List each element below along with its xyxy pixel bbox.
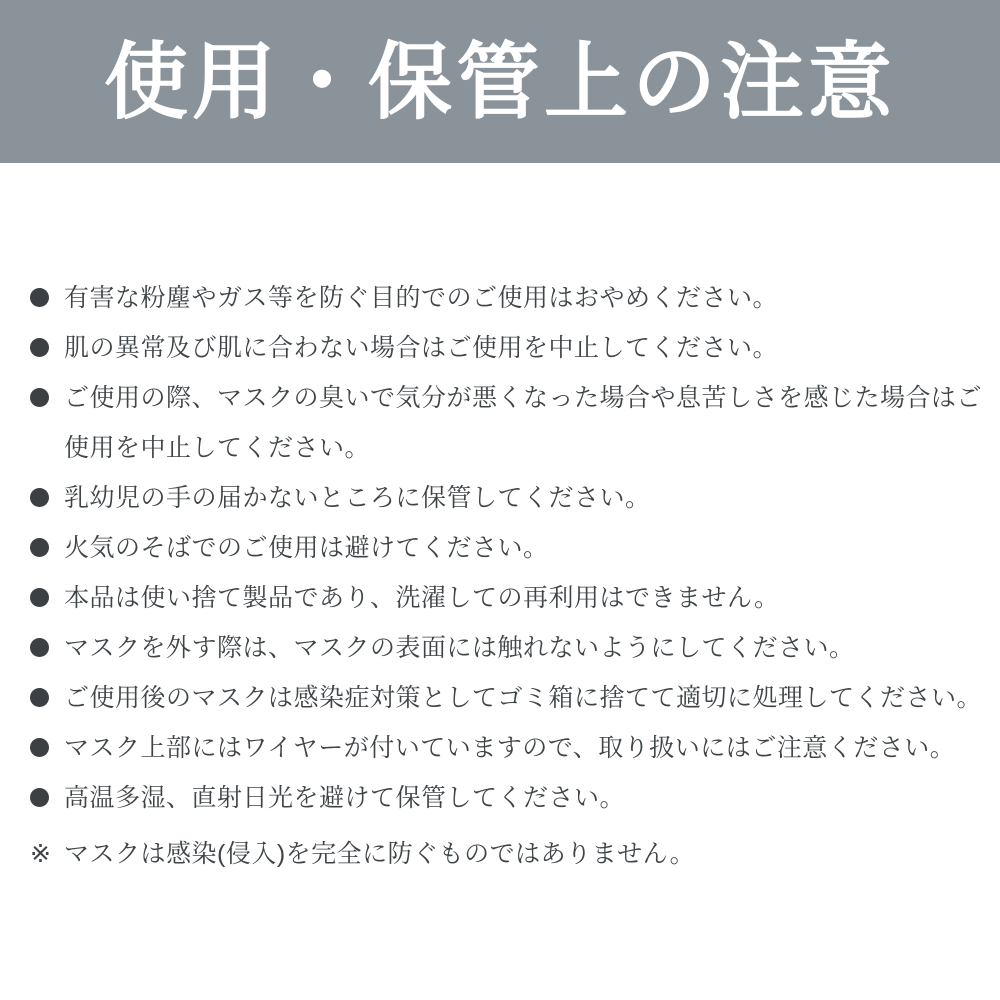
marker-cell — [30, 273, 64, 307]
precautions-list — [0, 273, 1000, 879]
marker-cell — [30, 523, 64, 557]
list-item-text: 有害な粉塵やガス等を防ぐ目的でのご使用はおやめください。 — [64, 284, 779, 312]
bullet-dot-icon — [30, 288, 49, 307]
page-title: 使用・保管上の注意 — [103, 34, 896, 129]
list-item — [30, 473, 985, 523]
list-item — [30, 523, 985, 573]
bullet-dot-icon — [30, 638, 49, 657]
bullet-dot-icon — [30, 788, 49, 807]
list-item — [30, 673, 985, 723]
list-item — [30, 773, 985, 823]
list-item-text: マスク上部にはワイヤーが付いていますので、取り扱いにはご注意ください。 — [64, 734, 956, 762]
list-item-text: マスクを外す際は、マスクの表面には触れないようにしてください。 — [64, 634, 855, 662]
list-item — [30, 573, 985, 623]
bullet-dot-icon — [30, 338, 49, 357]
note-asterisk-mark: ※ — [30, 840, 51, 868]
list-item — [30, 273, 985, 323]
list-item-text: 本品は使い捨て製品であり、洗濯しての再利用はできません。 — [64, 584, 780, 612]
bullet-dot-icon — [30, 588, 49, 607]
list-item-text: ご使用後のマスクは感染症対策としてゴミ箱に捨てて適切に処理してください。 — [64, 684, 983, 712]
list-item — [30, 723, 985, 773]
list-item-note — [30, 829, 985, 879]
bullet-dot-icon — [30, 488, 49, 507]
marker-cell — [30, 473, 64, 507]
list-item — [30, 323, 985, 373]
header-banner — [0, 0, 1000, 163]
marker-cell — [30, 829, 64, 879]
marker-cell — [30, 323, 64, 357]
marker-cell — [30, 773, 64, 807]
bullet-dot-icon — [30, 538, 49, 557]
list-item-text: ご使用の際、マスクの臭いで気分が悪くなった場合や息苦しさを感じた場合はご使用を中止してください。 — [64, 384, 983, 462]
marker-cell — [30, 573, 64, 607]
list-item-text: 肌の異常及び肌に合わない場合はご使用を中止してください。 — [64, 334, 779, 362]
list-item-text: 高温多湿、直射日光を避けて保管してください。 — [64, 784, 626, 812]
bullet-dot-icon — [30, 388, 49, 407]
bullet-dot-icon — [30, 688, 49, 707]
list-item-text: 火気のそばでのご使用は避けてください。 — [64, 534, 549, 562]
marker-cell — [30, 723, 64, 757]
marker-cell — [30, 373, 64, 407]
marker-cell — [30, 623, 64, 657]
list-item — [30, 373, 985, 473]
marker-cell — [30, 673, 64, 707]
list-item-text: マスクは感染(侵入)を完全に防ぐものではありません。 — [64, 840, 696, 868]
list-item — [30, 623, 985, 673]
list-item-text: 乳幼児の手の届かないところに保管してください。 — [64, 484, 651, 512]
bullet-dot-icon — [30, 738, 49, 757]
